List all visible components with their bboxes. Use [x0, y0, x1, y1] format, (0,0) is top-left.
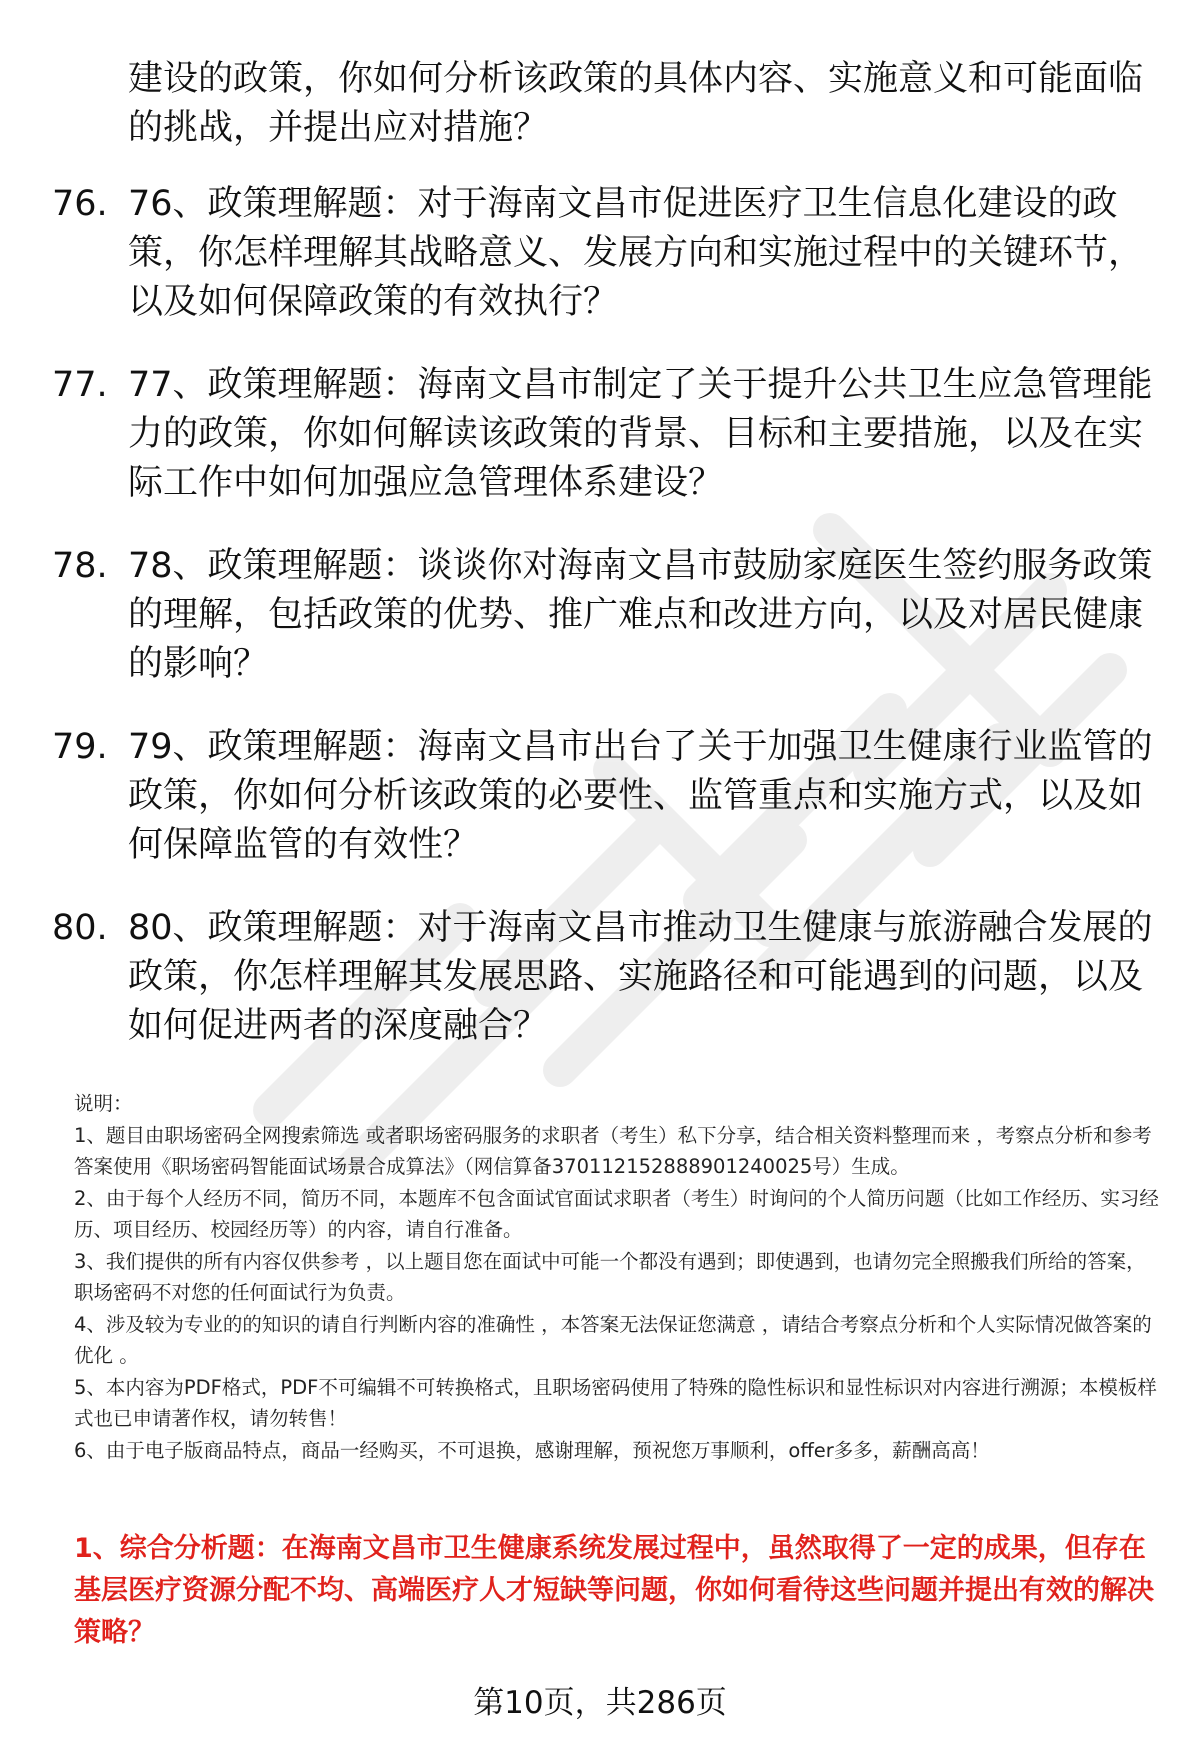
note-item: 4、涉及较为专业的的知识的请自行判断内容的准确性 ，本答案无法保证您满意 ，请结合考察点分析和个人实际情况做答案的优化 。	[74, 1312, 1152, 1367]
question-number: 77.	[52, 365, 108, 405]
question-number: 78.	[52, 546, 108, 586]
notes-heading: 说明：	[74, 1092, 133, 1115]
question-text: 79、政策理解题：海南文昌市出台了关于加强卫生健康行业监管的政策，你如何分析该政策的必要性、监管重点和实施方式，以及如何保障监管的有效性？	[128, 727, 1153, 865]
highlight-question: 1、综合分析题：在海南文昌市卫生健康系统发展过程中，虽然取得了一定的成果，但存在基层医疗资源分配不均、高端医疗人才短缺等问题，你如何看待这些问题并提出有效的解决策略？	[74, 1533, 1154, 1648]
question-number: 76.	[52, 184, 108, 224]
notes-section	[74, 1088, 1164, 1466]
question-number: 79.	[52, 727, 108, 767]
question-item	[0, 180, 1200, 327]
page-footer: 第10页，共286页	[473, 1685, 727, 1721]
question-text: 76、政策理解题：对于海南文昌市促进医疗卫生信息化建设的政策，你怎样理解其战略意义、发展方向和实施过程中的关键环节，以及如何保障政策的有效执行？	[128, 184, 1144, 322]
question-item	[0, 361, 1200, 508]
continuation-text: 建设的政策，你如何分析该政策的具体内容、实施意义和可能面临的挑战，并提出应对措施？	[128, 59, 1144, 148]
question-item	[0, 904, 1200, 1051]
note-item: 1、题目由职场密码全网搜索筛选 或者职场密码服务的求职者（考生）私下分享，结合相关资料整理而来 ，考察点分析和参考答案使用《职场密码智能面试场景合成算法》（网信算备370112152888901240025号）生成。	[74, 1123, 1152, 1178]
question-item	[0, 723, 1200, 870]
note-item: 2、由于每个人经历不同，简历不同，本题库不包含面试官面试求职者（考生）时询问的个人简历问题（比如工作经历、实习经历、项目经历、校园经历等）的内容，请自行准备。	[74, 1186, 1159, 1241]
question-item	[0, 542, 1200, 689]
note-item: 6、由于电子版商品特点，商品一经购买，不可退换，感谢理解，预祝您万事顺利，offer多多，薪酬高高！	[74, 1438, 990, 1462]
question-text: 78、政策理解题：谈谈你对海南文昌市鼓励家庭医生签约服务政策的理解，包括政策的优势、推广难点和改进方向，以及对居民健康的影响？	[128, 546, 1153, 684]
question-list	[0, 180, 1200, 1085]
note-item: 5、本内容为PDF格式，PDF不可编辑不可转换格式，且职场密码使用了特殊的隐性标识和显性标识对内容进行溯源；本模板样式也已申请著作权，请勿转售！	[74, 1375, 1157, 1430]
note-item: 3、我们提供的所有内容仅供参考 ，以上题目您在面试中可能一个都没有遇到；即使遇到，也请勿完全照搬我们所给的答案，职场密码不对您的任何面试行为负责。	[74, 1249, 1146, 1304]
question-text: 80、政策理解题：对于海南文昌市推动卫生健康与旅游融合发展的政策，你怎样理解其发展思路、实施路径和可能遇到的问题，以及如何促进两者的深度融合？	[128, 908, 1153, 1046]
question-text: 77、政策理解题：海南文昌市制定了关于提升公共卫生应急管理能力的政策，你如何解读该政策的背景、目标和主要措施，以及在实际工作中如何加强应急管理体系建设？	[128, 365, 1153, 503]
question-number: 80.	[52, 908, 108, 948]
